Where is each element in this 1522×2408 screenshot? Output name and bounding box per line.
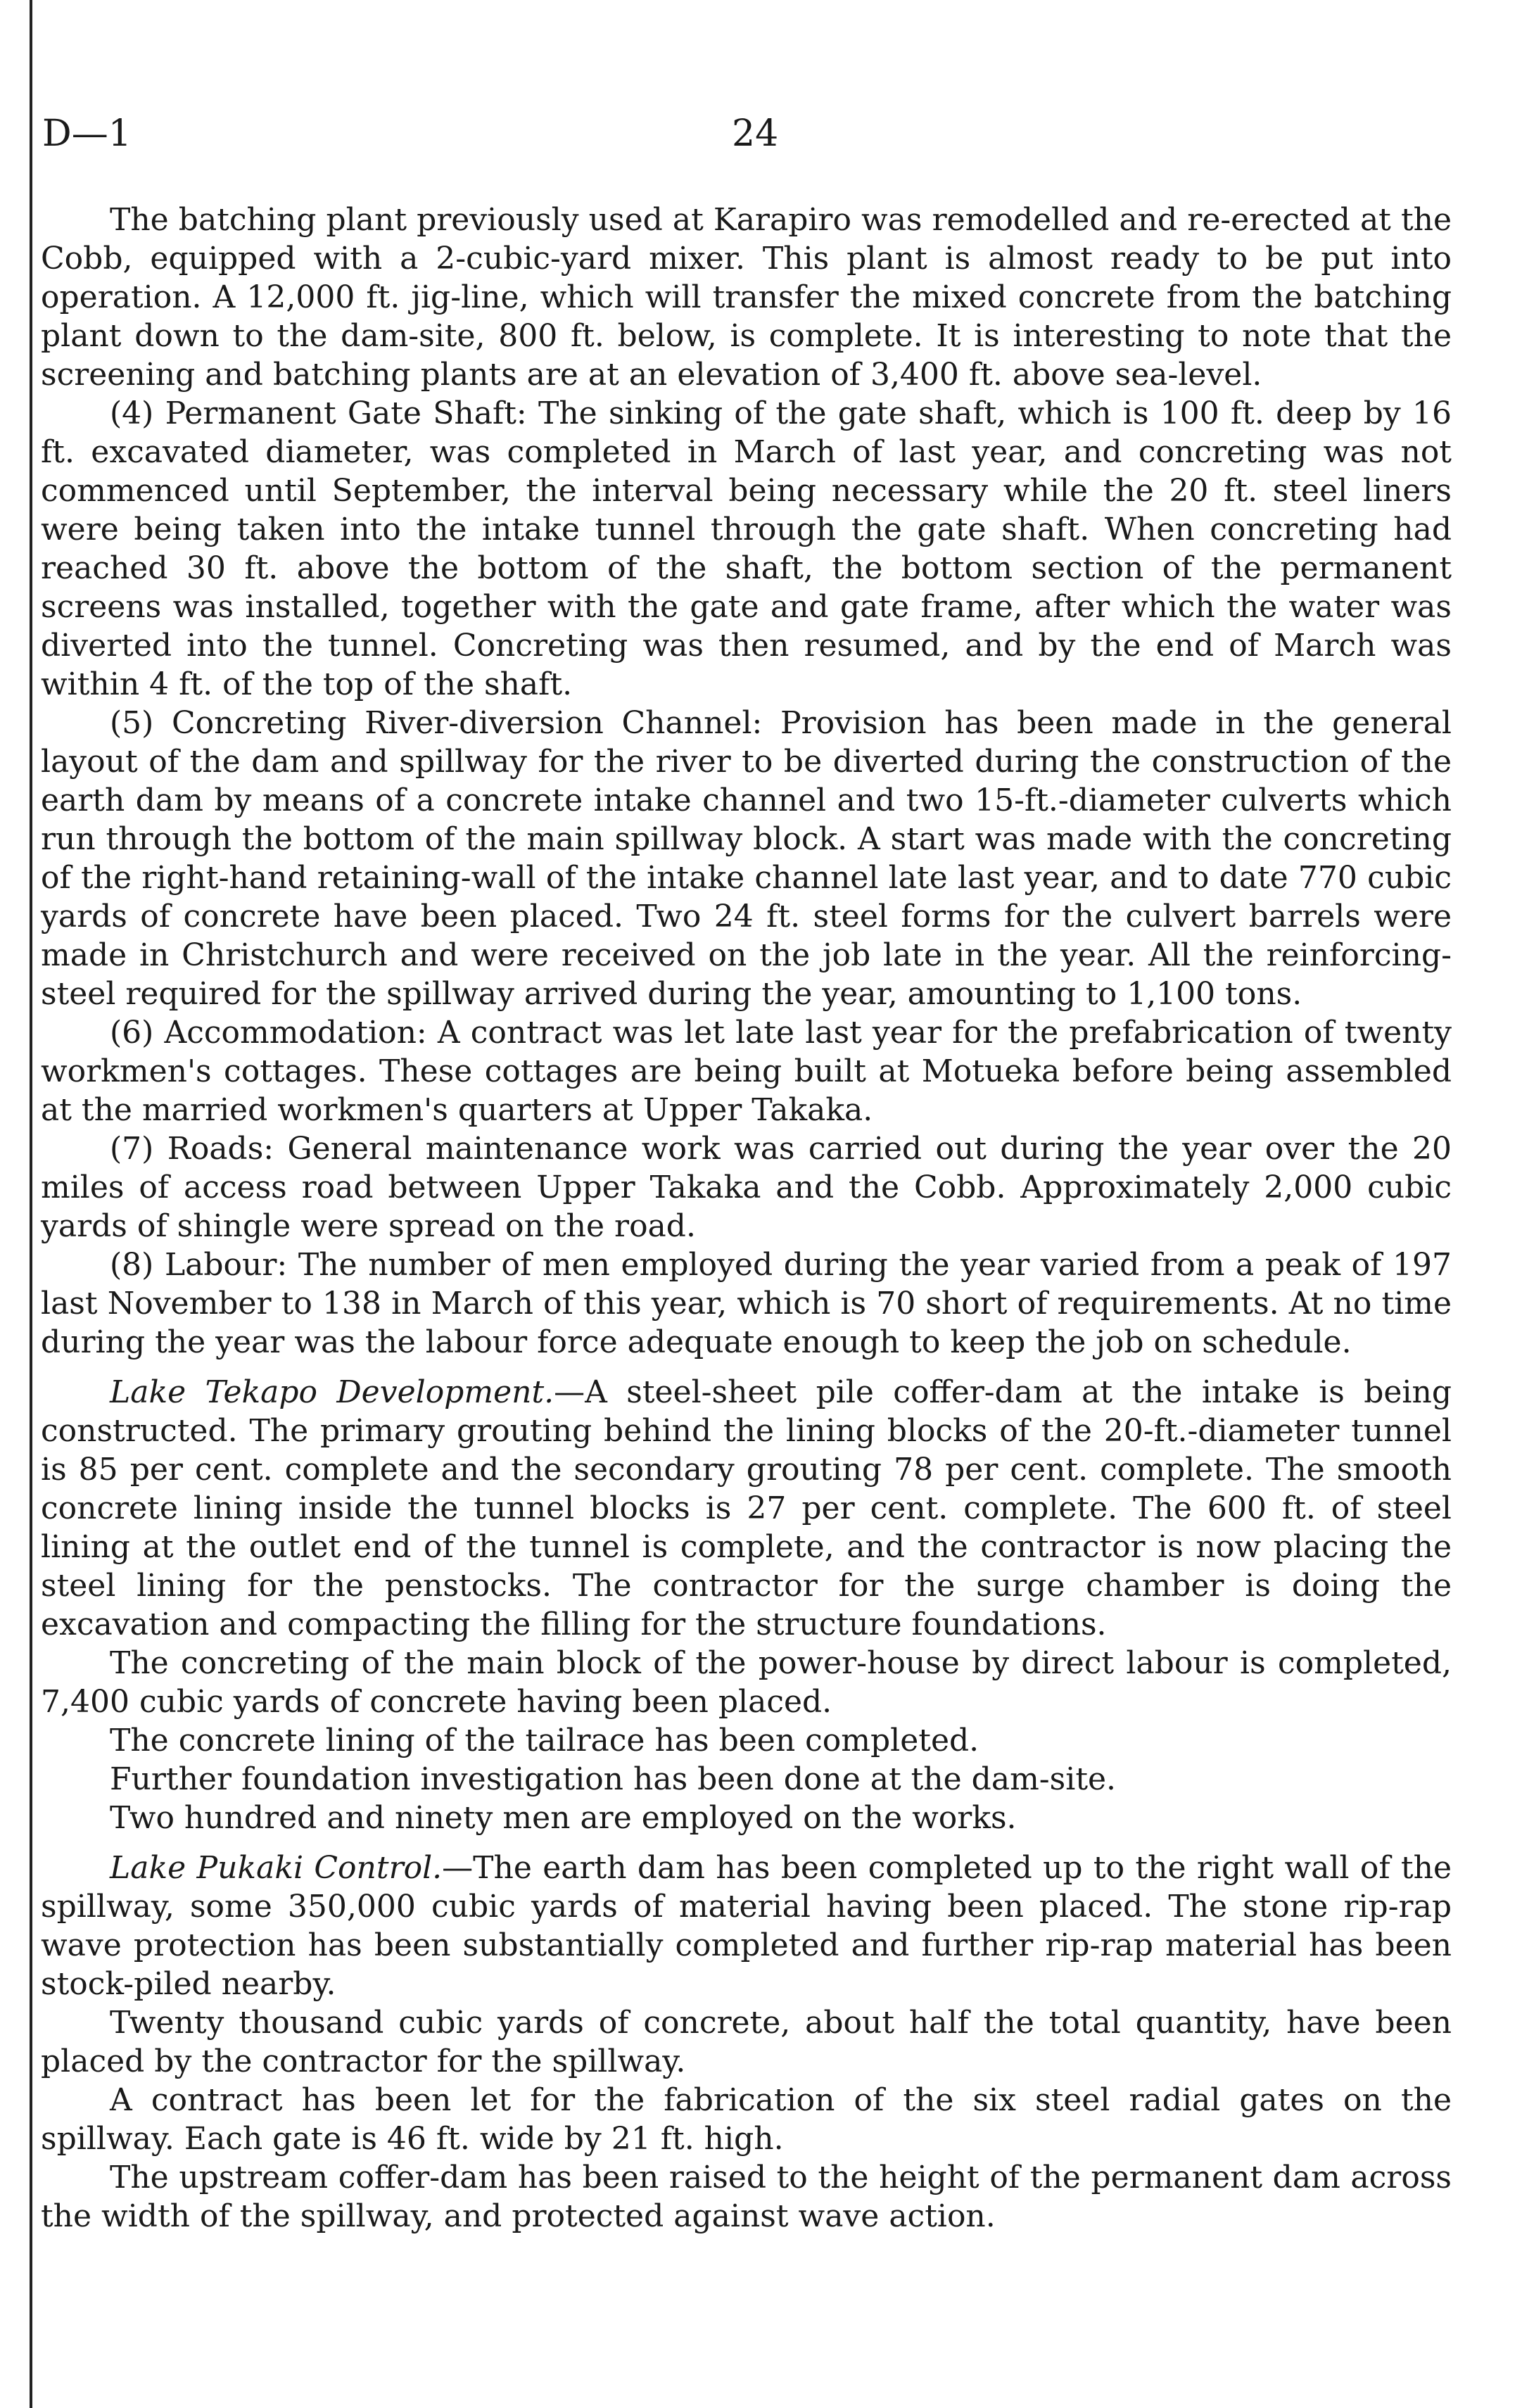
left-margin-rule (30, 0, 32, 2408)
paragraph-radial-gates: A contract has been let for the fabrication of the six steel radial gates on the spillway. Each gate is 46 ft. wide by 21 ft. high. (41, 2082, 1452, 2157)
paragraph-power-house: The concreting of the main block of the power-house by direct labour is completed, 7,400 cubic yards of concrete having been placed. (41, 1645, 1452, 1720)
paragraph-men-employed: Two hundred and ninety men are employed on the works. (110, 1800, 1017, 1836)
paragraph-foundation: Further foundation investigation has been done at the dam-site. (110, 1761, 1117, 1797)
page-number: 24 (732, 113, 779, 155)
paragraph-tailrace: The concrete lining of the tailrace has been completed. (110, 1723, 979, 1759)
paragraph-diversion-channel: (5) Concreting River-diversion Channel: Provision has been made in the general layout of the dam and spillway for the river to be diverted during the construction of the earth dam by means of a concrete intake channel and two 15-ft.-diameter culverts which run through the bottom of the main spillway block. A start was made with the concreting of the right-hand retaining-wall of the intake channel late last year, and to date 770 cubic yards of concrete have been placed. Two 24 ft. steel forms for the culvert barrels were made in Christchurch and were received on the job late in the year. All the reinforcing-steel required for the spillway arrived during the year, amounting to 1,100 tons. (41, 705, 1452, 1012)
paragraph-lake-pukaki: Lake Pukaki Control.—The earth dam has been completed up to the right wall of the spillway, some 350,000 cubic yards of material having been placed. The stone rip-rap wave protection has been substantially completed and further rip-rap material has been stock-piled nearby. (41, 1850, 1452, 2002)
paragraph-accommodation: (6) Accommodation: A contract was let late last year for the prefabrication of twenty workmen's cottages. These cottages are being built at Motueka before being assembled at the married workmen's quarters at Upper Takaka. (41, 1015, 1452, 1128)
paragraph-spillway-concrete: Twenty thousand cubic yards of concrete, about half the total quantity, have been placed by the contractor for the spillway. (41, 2005, 1452, 2079)
paragraph-lake-tekapo: Lake Tekapo Development.—A steel-sheet pile coffer-dam at the intake is being constructed. The primary grouting behind the lining blocks of the 20-ft.-diameter tunnel is 85 per cent. complete and the secondary grouting 78 per cent. complete. The smooth concrete lining inside the tunnel blocks is 27 per cent. complete. The 600 ft. of steel lining at the outlet end of the tunnel is complete, and the contractor is now placing the steel lining for the penstocks. The contractor for the surge chamber is doing the excavation and compacting the filling for the structure foundations. (41, 1374, 1452, 1642)
paragraph-gate-shaft: (4) Permanent Gate Shaft: The sinking of the gate shaft, which is 100 ft. deep by 16 ft. excavated diameter, was completed in March of last year, and concreting was not commenced until September, the interval being necessary while the 20 ft. steel liners were being taken into the intake tunnel through the gate shaft. When concreting had reached 30 ft. above the bottom of the shaft, the bottom section of the permanent screens was installed, together with the gate and gate frame, after which the water was diverted into the tunnel. Concreting was then resumed, and by the end of March was within 4 ft. of the top of the shaft. (41, 395, 1452, 702)
paragraph-labour: (8) Labour: The number of men employed during the year varied from a peak of 197 last November to 138 in March of this year, which is 70 short of requirements. At no time during the year was the labour force adequate enough to keep the job on schedule. (41, 1247, 1452, 1360)
paragraph-coffer-dam: The upstream coffer-dam has been raised to the height of the permanent dam across the width of the spillway, and protected against wave action. (41, 2160, 1452, 2234)
section-heading-lake-tekapo: Lake Tekapo Development. (110, 1374, 554, 1410)
paragraph-batching-plant: The batching plant previously used at Karapiro was remodelled and re-erected at the Cobb, equipped with a 2-cubic-yard mixer. This plant is almost ready to be put into operation. A 12,000 ft. jig-line, which will transfer the mixed concrete from the batching plant down to the dam-site, 800 ft. below, is complete. It is interesting to note that the screening and batching plants are at an elevation of 3,400 ft. above sea-level. (41, 202, 1452, 393)
page-header (42, 113, 1457, 176)
section-heading-lake-pukaki: Lake Pukaki Control. (110, 1850, 443, 1886)
document-reference: D—1 (42, 113, 132, 155)
paragraph-roads: (7) Roads: General maintenance work was carried out during the year over the 20 miles of access road between Upper Takaka and the Cobb. Approximately 2,000 cubic yards of shingle were spread on the road. (41, 1131, 1452, 1244)
body-text (41, 201, 1452, 2236)
